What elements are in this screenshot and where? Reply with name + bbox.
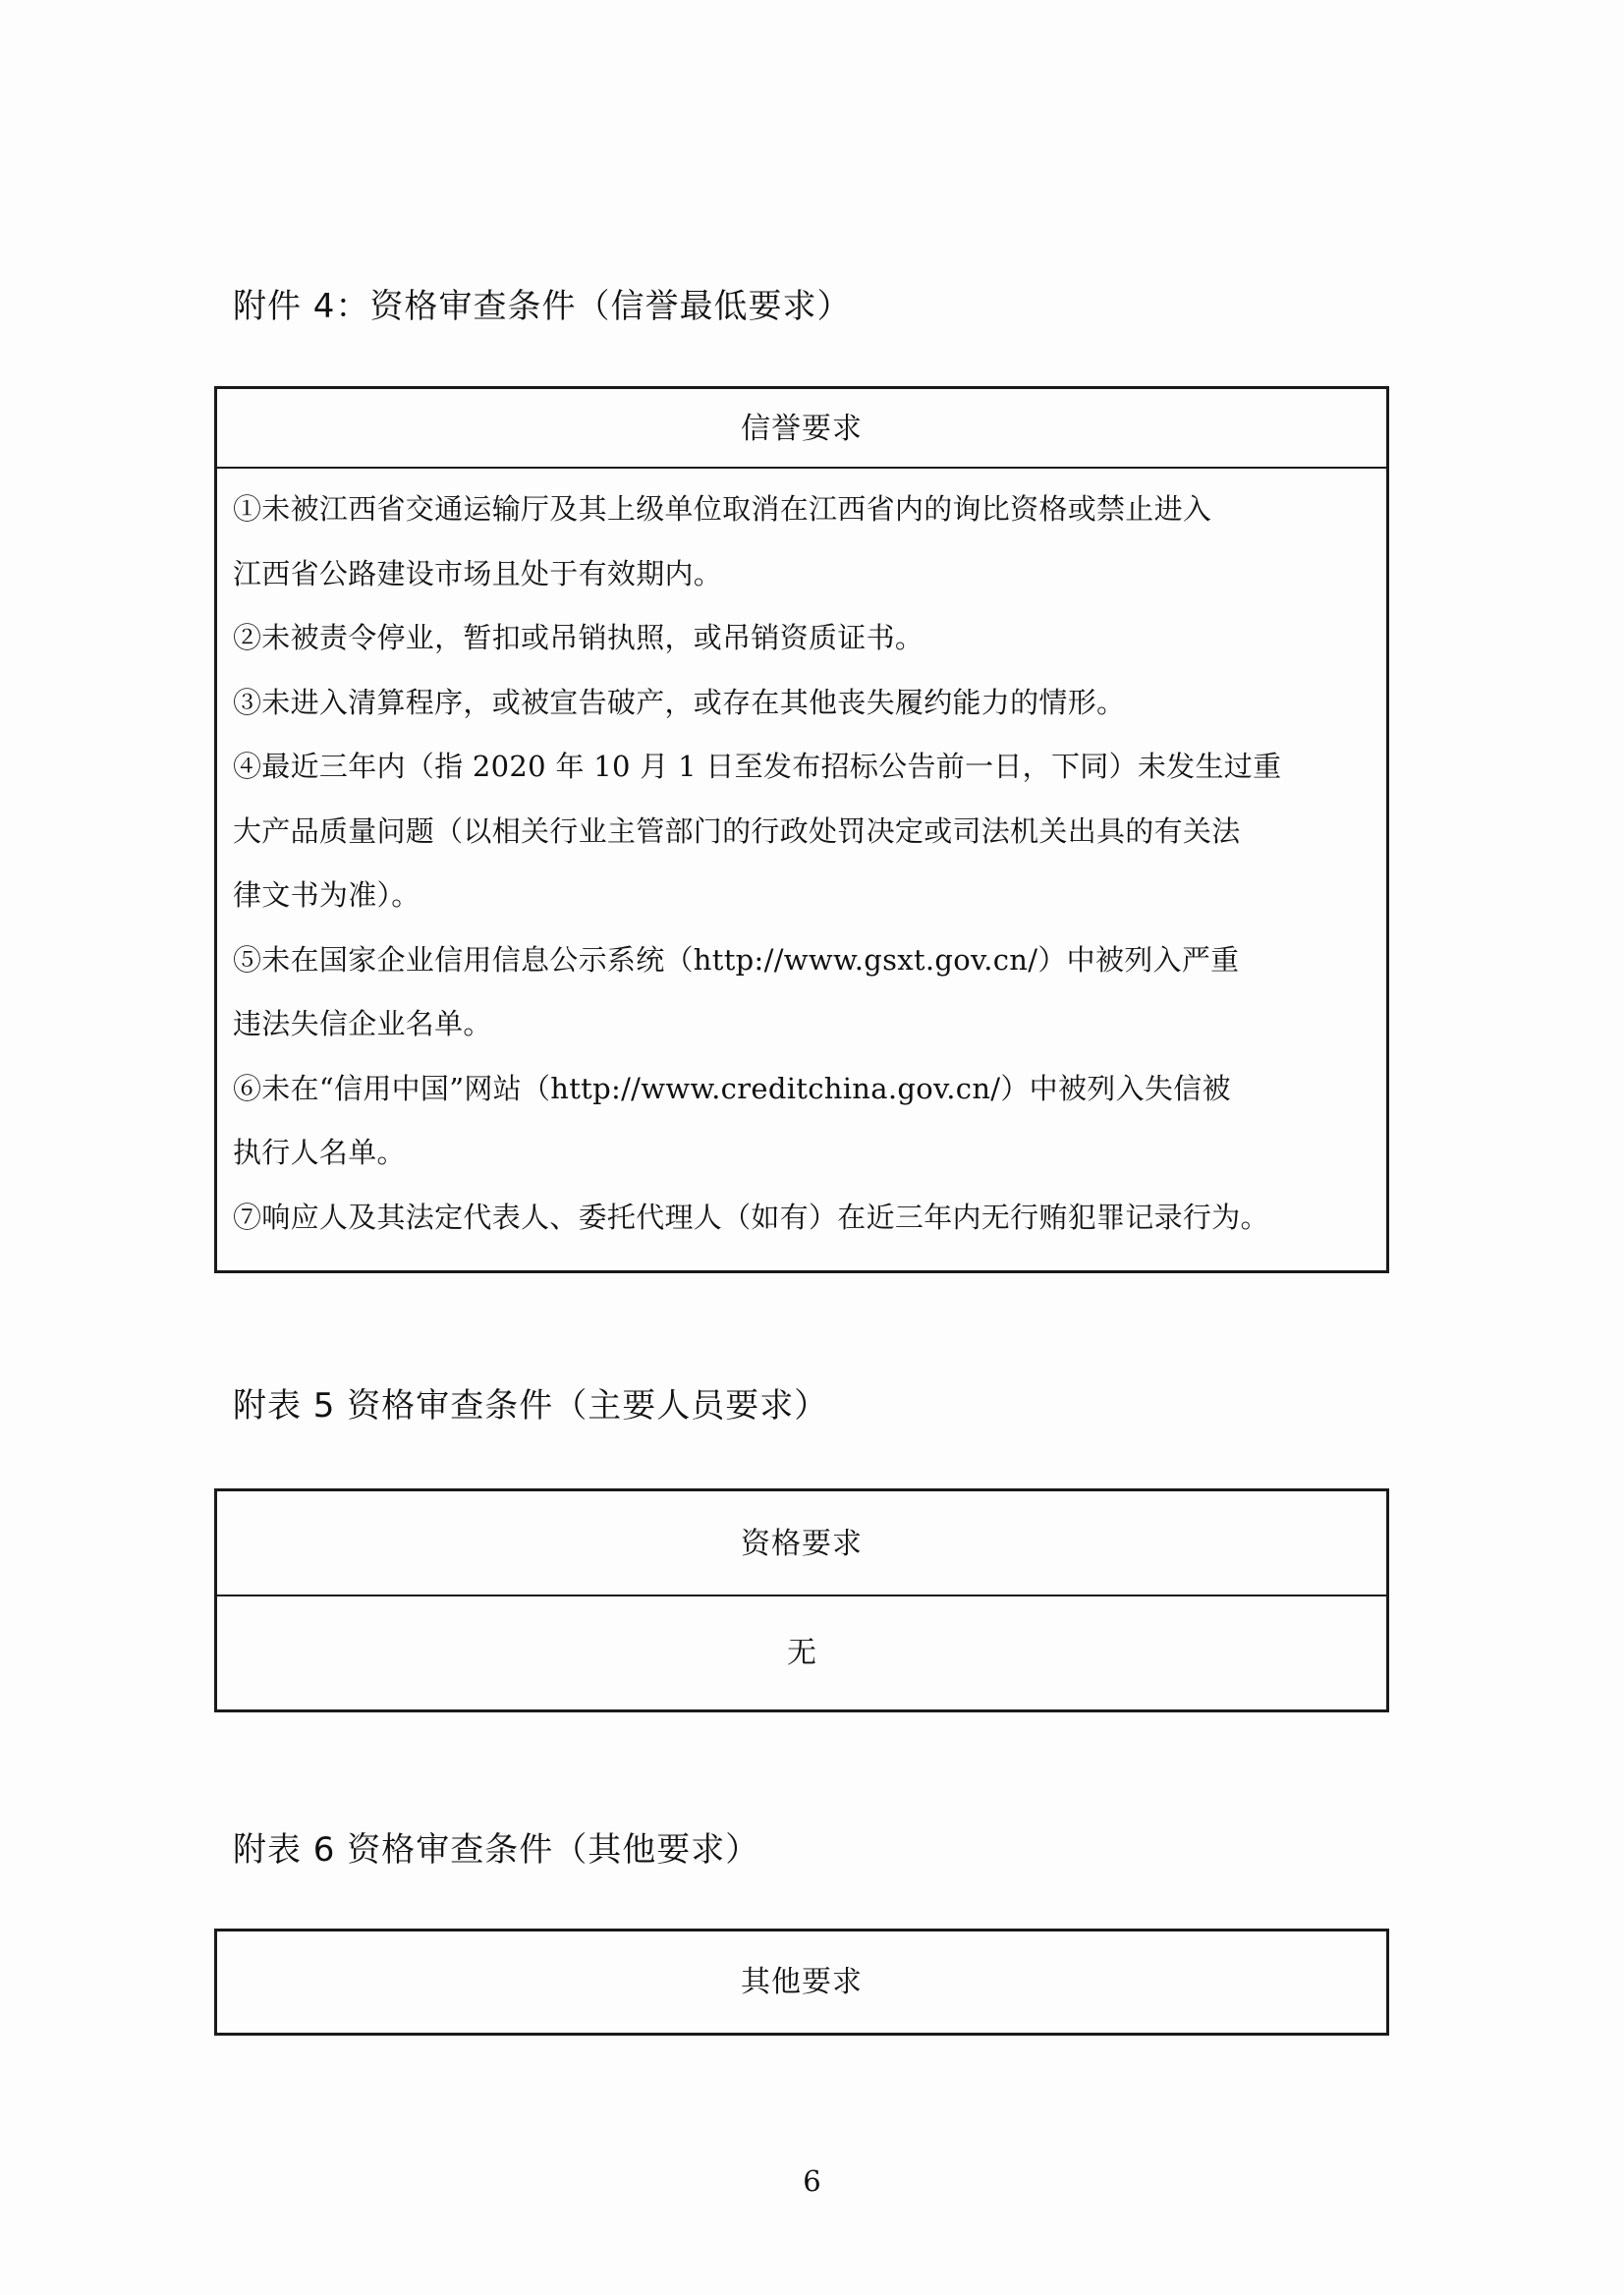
personnel-requirements-table — [214, 1488, 1389, 1712]
requirement-line: ②未被责令停业，暂扣或吊销执照，或吊销资质证书。 — [233, 621, 924, 654]
requirement-line: ⑤未在国家企业信用信息公示系统（http://www.gsxt.gov.cn/）中被列入严重 — [233, 942, 1240, 977]
requirement-line: 执行人名单。 — [233, 1136, 406, 1169]
section-title-attachment-4: 附件 4：资格审查条件（信誉最低要求） — [233, 287, 852, 326]
requirement-line: 大产品质量问题（以相关行业主管部门的行政处罚决定或司法机关出具的有关法 — [233, 813, 1241, 848]
requirement-line: ⑥未在“信用中国”网站（http://www.creditchina.gov.cn/）中被列入失信被 — [233, 1071, 1231, 1105]
requirement-line: ①未被江西省交通运输厅及其上级单位取消在江西省内的询比资格或禁止进入 — [233, 492, 1212, 526]
table-header-qualification: 资格要求 — [217, 1491, 1386, 1596]
requirement-line: ⑦响应人及其法定代表人、委托代理人（如有）在近三年内无行贿犯罪记录行为。 — [233, 1200, 1269, 1234]
table-cell-none: 无 — [787, 1636, 816, 1670]
other-requirements-table — [214, 1929, 1389, 2036]
credit-requirements-body — [217, 469, 1386, 1250]
credit-requirements-table — [214, 386, 1389, 1273]
page-number: 6 — [803, 2164, 821, 2198]
requirement-line: ③未进入清算程序，或被宣告破产，或存在其他丧失履约能力的情形。 — [233, 685, 1126, 719]
section-title-table-5: 附表 5 资格审查条件（主要人员要求） — [233, 1386, 829, 1426]
table-header-other: 其他要求 — [741, 1965, 863, 1999]
table-header-credit: 信誉要求 — [217, 389, 1386, 469]
requirement-line: 律文书为准）。 — [233, 878, 420, 912]
requirement-line: 违法失信企业名单。 — [233, 1007, 492, 1040]
requirement-line: ④最近三年内（指 2020 年 10 月 1 日至发布招标公告前一日，下同）未发生过重 — [233, 750, 1282, 783]
requirement-line: 江西省公路建设市场且处于有效期内。 — [233, 556, 723, 590]
section-title-table-6: 附表 6 资格审查条件（其他要求） — [233, 1830, 760, 1870]
